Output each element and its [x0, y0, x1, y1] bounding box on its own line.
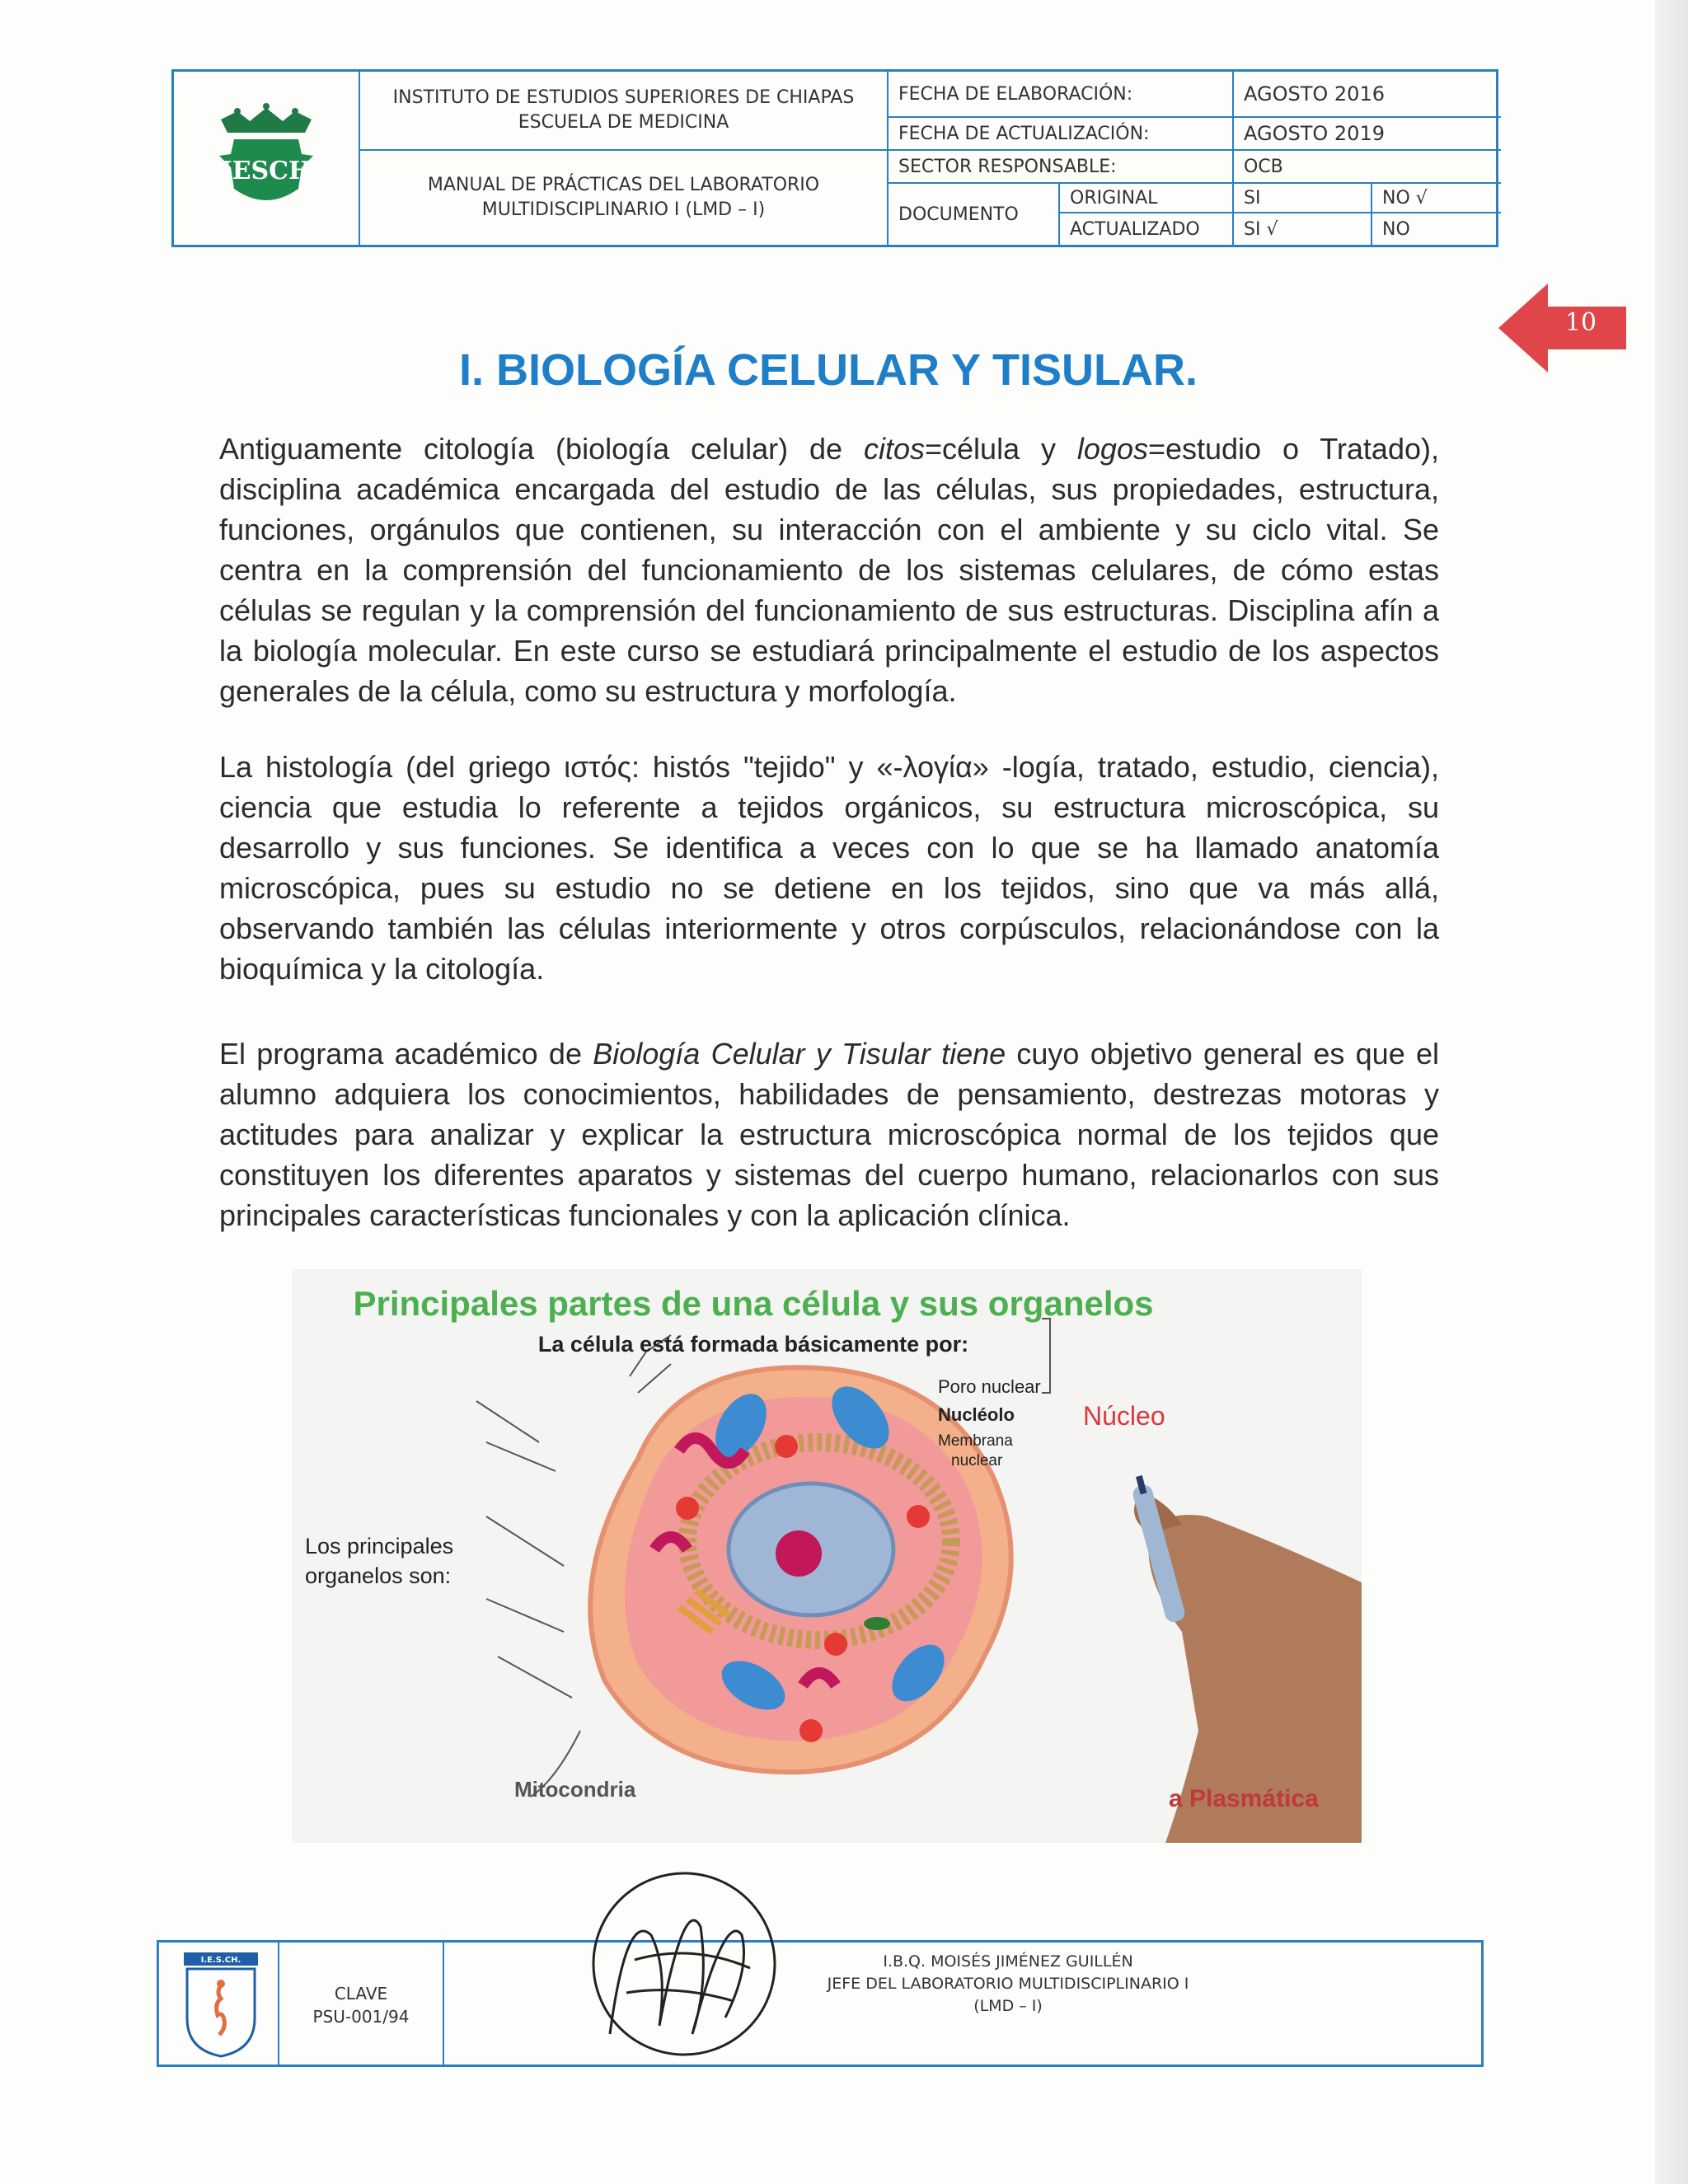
institution-name-cell [360, 72, 889, 151]
label-nucleo: Núcleo [1083, 1401, 1165, 1431]
signatory-role: JEFE DEL LABORATORIO MULTIDISCIPLINARIO I [827, 1975, 1189, 1993]
original-si: SI [1234, 184, 1372, 213]
label-leader-lines [476, 1401, 572, 1698]
fecha-elaboracion-value: AGOSTO 2016 [1234, 72, 1501, 118]
footer-divider [443, 1943, 444, 2064]
handwritten-signature [577, 1861, 791, 2075]
crown-shield-icon [204, 96, 328, 220]
paragraph-programa: El programa académico de Biología Celular y Tisular tiene cuyo objetivo general es que el alumno adquiera los conocimientos, habilidades de pensamiento, destrezas motoras y actitudes para analizar y explicar la estructura microscópica normal de los tejidos que constituyen los diferentes aparatos y sistemas del cuerpo humano, relacionarlos con sus principales características funcionales y con la aplicación clínica. [219, 1037, 1439, 1232]
actualizado-label: ACTUALIZADO [1060, 213, 1234, 245]
label-membrana: Membrana [938, 1432, 1013, 1450]
label-principales-organelos: Los principales organelos son: [305, 1534, 454, 1588]
sector-responsable-value: OCB [1234, 151, 1501, 184]
fecha-actualizacion-label: FECHA DE ACTUALIZACIÓN: [889, 118, 1234, 151]
footer-institution-logo [184, 1952, 258, 2060]
manual-title-line2: MULTIDISCIPLINARIO I (LMD – I) [481, 199, 766, 220]
figure-title: Principales partes de una célula y sus organelos [353, 1284, 1154, 1323]
actualizado-no: NO [1382, 218, 1410, 240]
footer-divider [278, 1943, 279, 2064]
page-number: 10 [1564, 308, 1597, 337]
label-nucleolo: Nucléolo [938, 1404, 1015, 1425]
section-title: I. BIOLOGÍA CELULAR Y TISULAR. [458, 345, 1198, 395]
original-no: NO √ [1372, 184, 1501, 213]
manual-name-cell [360, 151, 889, 245]
institution-name: INSTITUTO DE ESTUDIOS SUPERIORES DE CHIAPAS [392, 87, 855, 109]
school-name: ESCUELA DE MEDICINA [518, 112, 729, 133]
label-mitocondria: Mitocondria [514, 1777, 636, 1802]
signatory-block [761, 1951, 1255, 2018]
label-membrana-nuclear: nuclear [951, 1452, 1003, 1469]
clave-block [281, 1982, 441, 2028]
label-poro-nuclear: Poro nuclear [938, 1376, 1041, 1397]
fecha-elaboracion-label: FECHA DE ELABORACIÓN: [889, 72, 1234, 118]
fecha-actualizacion-value: AGOSTO 2019 [1234, 118, 1501, 151]
institution-logo [174, 72, 360, 245]
page-edge-shadow [1655, 0, 1688, 2184]
paragraph-citologia: Antiguamente citología (biología celular) de citos=célula y logos=estudio o Tratado), disciplina académica encargada del estudio de las células, sus propiedades, estructura, funciones, orgánulos que contienen, su interacción con el ambiente y su ciclo vital. Se centra en la comprensión del funcionamiento de los sistemas celulares, de cómo estas células se regulan y la comprensión del funcionamiento de sus estructuras. Disciplina afín a la biología molecular. En este curso se estudiará principalmente el estudio de los aspectos generales de la célula, como su estructura y morfología. [219, 432, 1439, 708]
svg-text:I.E.S.CH.: I.E.S.CH. [200, 1956, 241, 1965]
document-footer [157, 1940, 1484, 2067]
document-header [171, 69, 1498, 247]
paragraph-histologia: La histología (del griego ιστός: histós "tejido" y «-λογία» -logía, tratado, estudio, ciencia), ciencia que estudia lo referente a tejidos orgánicos, su estructura microscópica, su desarrollo y sus funciones. Se identifica a veces con lo que se ha llamado anatomía microscópica, pues su estudio no se detiene en los tejidos, sino que va más allá, observando también las células interiormente y otros corpúsculos, relacionándose con la bioquímica y la citología. [219, 750, 1439, 986]
cell-diagram-figure [292, 1269, 1362, 1843]
sector-responsable-label: SECTOR RESPONSABLE: [889, 151, 1234, 184]
figure-subtitle: La célula está formada básicamente por: [537, 1332, 969, 1357]
svg-text:IESCH: IESCH [220, 157, 312, 185]
signatory-lab: (LMD – I) [973, 1997, 1043, 2015]
original-label: ORIGINAL [1060, 184, 1234, 213]
label-membrana-plasmatica: a Plasmática [1169, 1785, 1319, 1812]
documento-label: DOCUMENTO [889, 184, 1060, 245]
clave-value: PSU-001/94 [312, 2007, 410, 2027]
manual-title-line1: MANUAL DE PRÁCTICAS DEL LABORATORIO [427, 175, 820, 196]
signatory-name: I.B.Q. MOISÉS JIMÉNEZ GUILLÉN [883, 1952, 1133, 1971]
actualizado-si: SI √ [1234, 213, 1372, 245]
clave-label: CLAVE [334, 1984, 388, 2004]
